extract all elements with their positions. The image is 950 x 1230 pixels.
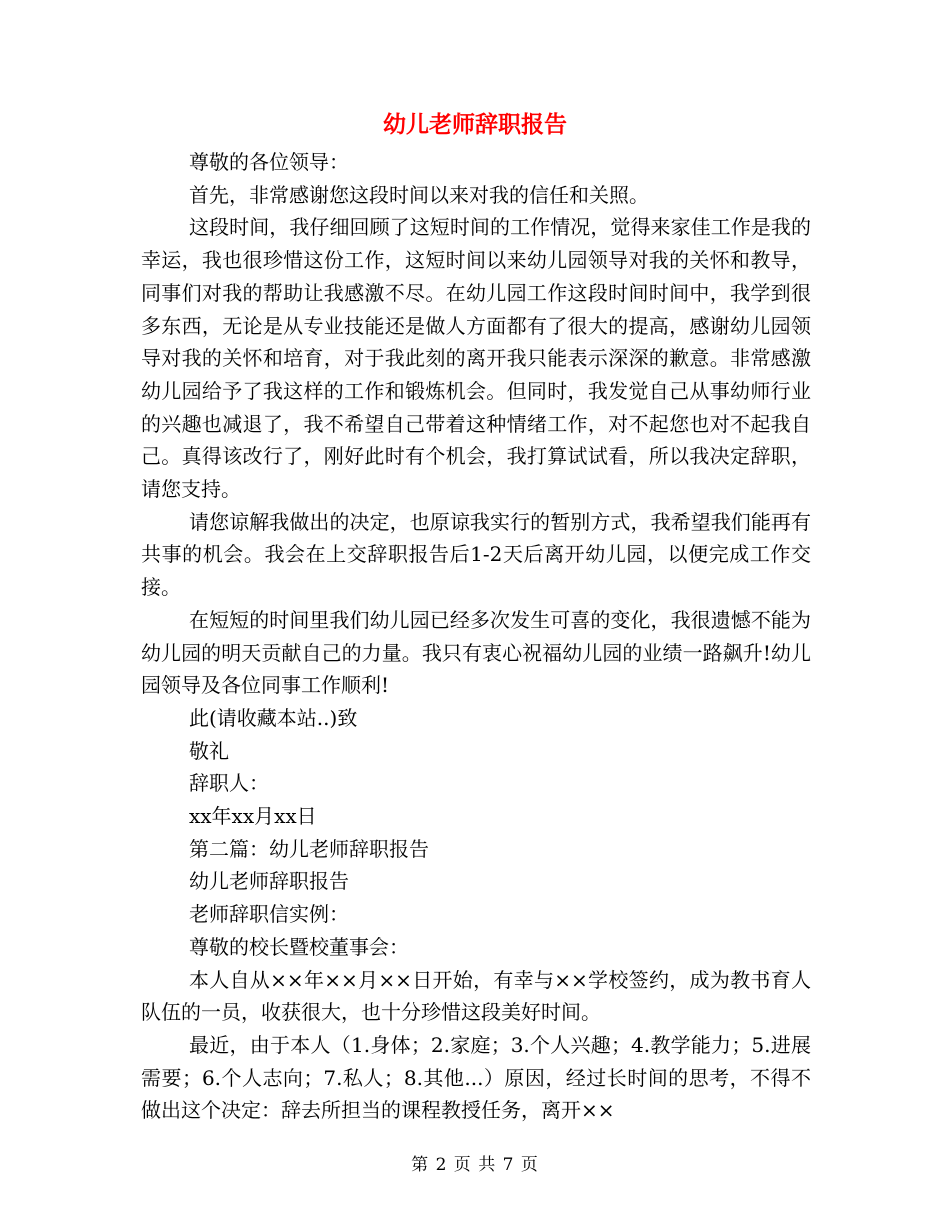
paragraph-request: 请您谅解我做出的决定，也原谅我实行的暂别方式，我希望我们能再有共事的机会。我会在上交辞职报告后1-2天后离开幼儿园，以便完成工作交接。 <box>141 509 811 600</box>
section-title: 幼儿老师辞职报告 <box>189 869 349 894</box>
document-title: 幼儿老师辞职报告 <box>383 111 567 138</box>
paragraph-reasons-2: 最近，由于本人（1.身体；2.家庭；3.个人兴趣；4.教学能力；5.进展需要；6.个人志向；7.私人；8.其他...）原因，经过长时间的思考，不得不做出这个决定：辞去所担当的课程教授任务，离开×× <box>141 1032 811 1123</box>
section-heading: 第二篇：幼儿老师辞职报告 <box>189 836 429 861</box>
salutation: 尊敬的各位领导： <box>189 150 349 174</box>
salutation-2: 尊敬的校长暨校董事会： <box>189 934 409 959</box>
paragraph-thanks: 首先，非常感谢您这段时间以来对我的信任和关照。 <box>189 182 649 207</box>
page-footer: 第 2 页 共 7 页 <box>411 1155 539 1175</box>
date-line: xx年xx月xx日 <box>189 804 317 829</box>
example-label: 老师辞职信实例： <box>189 902 349 927</box>
document-body <box>141 146 811 1127</box>
paragraph-wishes: 在短短的时间里我们幼儿园已经多次发生可喜的变化，我很遗憾不能为幼儿园的明天贡献自己的力量。我只有衷心祝福幼儿园的业绩一路飙升!幼儿园领导及各位同事工作顺利! <box>141 607 811 698</box>
closing-line: 此(请收藏本站..)致 <box>189 705 358 730</box>
paragraph-intro-2: 本人自从××年××月××日开始，有幸与××学校签约，成为教书育人队伍的一员，收获很大，也十分珍惜这段美好时间。 <box>141 967 811 1025</box>
closing-salute: 敬礼 <box>189 738 229 763</box>
paragraph-reflection: 这段时间，我仔细回顾了这短时间的工作情况，觉得来家佳工作是我的幸运，我也很珍惜这份工作，这短时间以来幼儿园领导对我的关怀和教导，同事们对我的帮助让我感激不尽。在幼儿园工作这段时间时间中，我学到很多东西，无论是从专业技能还是做人方面都有了很大的提高，感谢幼儿园领导对我的关怀和培育，对于我此刻的离开我只能表示深深的歉意。非常感激幼儿园给予了我这样的工作和锻炼机会。但同时，我发觉自己从事幼师行业的兴趣也减退了，我不希望自己带着这种情绪工作，对不起您也对不起我自己。真得该改行了，刚好此时有个机会，我打算试试看，所以我决定辞职，请您支持。 <box>141 215 811 502</box>
signature-label: 辞职人： <box>189 771 269 796</box>
